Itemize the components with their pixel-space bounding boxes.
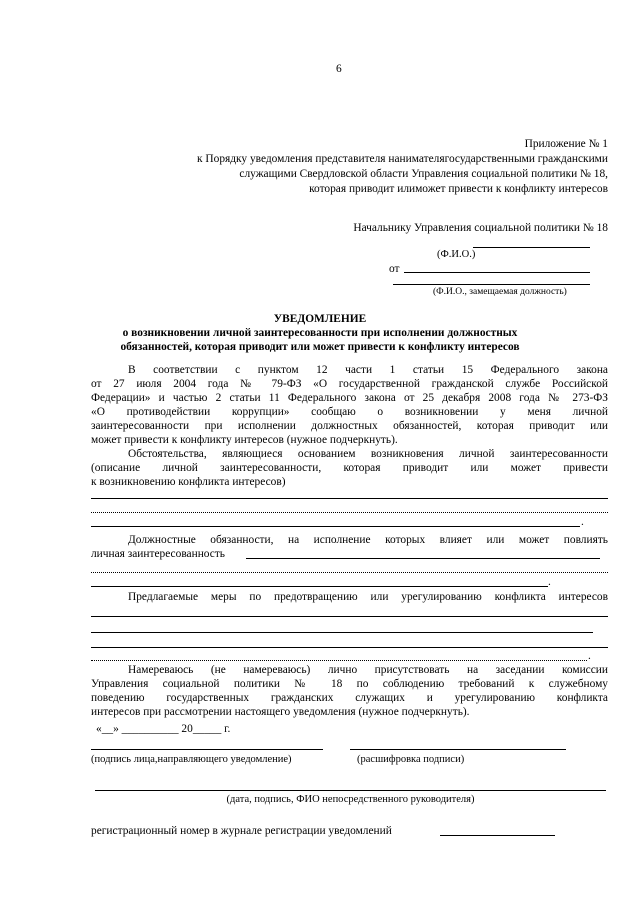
p1-line-6: может привести к конфликту интересов (нужное подчеркнуть). [91,434,398,446]
sender-signature-caption: (подпись лица,направляющего уведомление) [91,754,292,765]
p5-line-4: интересов при рассмотрении настоящего уведомления (нужное подчеркнуть). [91,706,470,718]
p2-end-dot: . [581,516,584,528]
annex-line-4: которая приводит илиможет привести к конфликту интересов [309,183,608,195]
p4-fill-line-1[interactable] [91,616,608,617]
p4-end-dot: . [588,650,591,662]
p3-fill-line-1[interactable] [246,558,600,559]
p2-fill-line-3[interactable] [91,526,580,527]
signature-decode-line[interactable] [350,749,566,750]
p1-line-1: В соответствии с пунктом 12 части 1 статьи 15 Федерального закона [128,364,608,376]
p2-fill-line-1[interactable] [91,498,608,499]
p2-line-2: (описание личной заинтересованности, которая приводит или может привести [91,462,608,474]
p3-line-1: Должностные обязанности, на исполнение которых влияет или может повлиять [128,534,608,546]
p2-line-1: Обстоятельства, являющиеся основанием возникновения личной заинтересованности [128,448,608,460]
p1-line-2: от 27 июля 2004 года № 79-ФЗ «О государственной гражданской службе Российской [91,378,608,390]
supervisor-line[interactable] [95,790,606,791]
p1-line-3: Федерации» и частью 2 статьи 11 Федерального закона от 25 декабря 2008 года № 273-ФЗ [91,392,608,404]
notice-subtitle-1: о возникновении личной заинтересованности при исполнении должностных [122,327,518,339]
fio-position-caption: (Ф.И.О., замещаемая должность) [433,287,567,297]
registration-label: регистрационный номер в журнале регистрации уведомлений [91,825,392,837]
p5-line-3: поведению государственных гражданских служащих и урегулированию конфликта [91,692,608,704]
notice-subtitle-2: обязанностей, которая приводит или может привести к конфликту интересов [120,341,520,353]
fio-caption: (Ф.И.О.) [437,249,476,260]
p1-line-5: заинтересованности при исполнении должностных обязанностей, которая приводит или [91,420,608,432]
notice-title: УВЕДОМЛЕНИЕ [273,313,367,325]
p2-fill-line-2[interactable] [91,512,608,513]
sender-signature-line[interactable] [91,749,323,750]
p3-line-2: личная заинтересованность [91,548,225,560]
page-number: 6 [336,63,342,75]
p1-line-4: «О противодействии коррупции» сообщаю о возникновении у меня личной [91,406,608,418]
p4-fill-line-3[interactable] [91,647,608,648]
supervisor-caption: (дата, подпись, ФИО непосредственного руководителя) [226,794,475,805]
from-line [404,272,590,273]
annex-title: Приложение № 1 [524,138,608,150]
p2-line-3: к возникновению конфликта интересов) [91,476,286,488]
signature-decode-caption: (расшифровка подписи) [357,754,465,765]
fio-line [473,247,590,248]
p3-end-dot: . [548,576,551,588]
p3-fill-line-2[interactable] [91,572,608,573]
addressee-to: Начальнику Управления социальной политики № 18 [353,222,608,234]
date-field[interactable]: «__» __________ 20_____ г. [96,723,231,735]
p5-line-2: Управления социальной политики № 18 по соблюдению требований к служебному [91,678,608,690]
p5-line-1: Намереваюсь (не намереваюсь) лично присутствовать на заседании комиссии [128,664,608,676]
from-label: от [389,263,400,275]
annex-line-3: служащими Свердловской области Управления социальной политики № 18, [239,168,608,180]
p4-fill-line-2[interactable] [91,632,593,633]
from-line-2 [393,284,590,285]
p3-fill-line-3[interactable] [91,586,548,587]
p4-line-1: Предлагаемые меры по предотвращению или урегулированию конфликта интересов [128,591,608,603]
p4-fill-line-4[interactable] [91,660,587,661]
annex-line-2: к Порядку уведомления представителя нанимателягосударственными гражданскими [197,153,608,165]
registration-number-field[interactable] [440,835,555,836]
